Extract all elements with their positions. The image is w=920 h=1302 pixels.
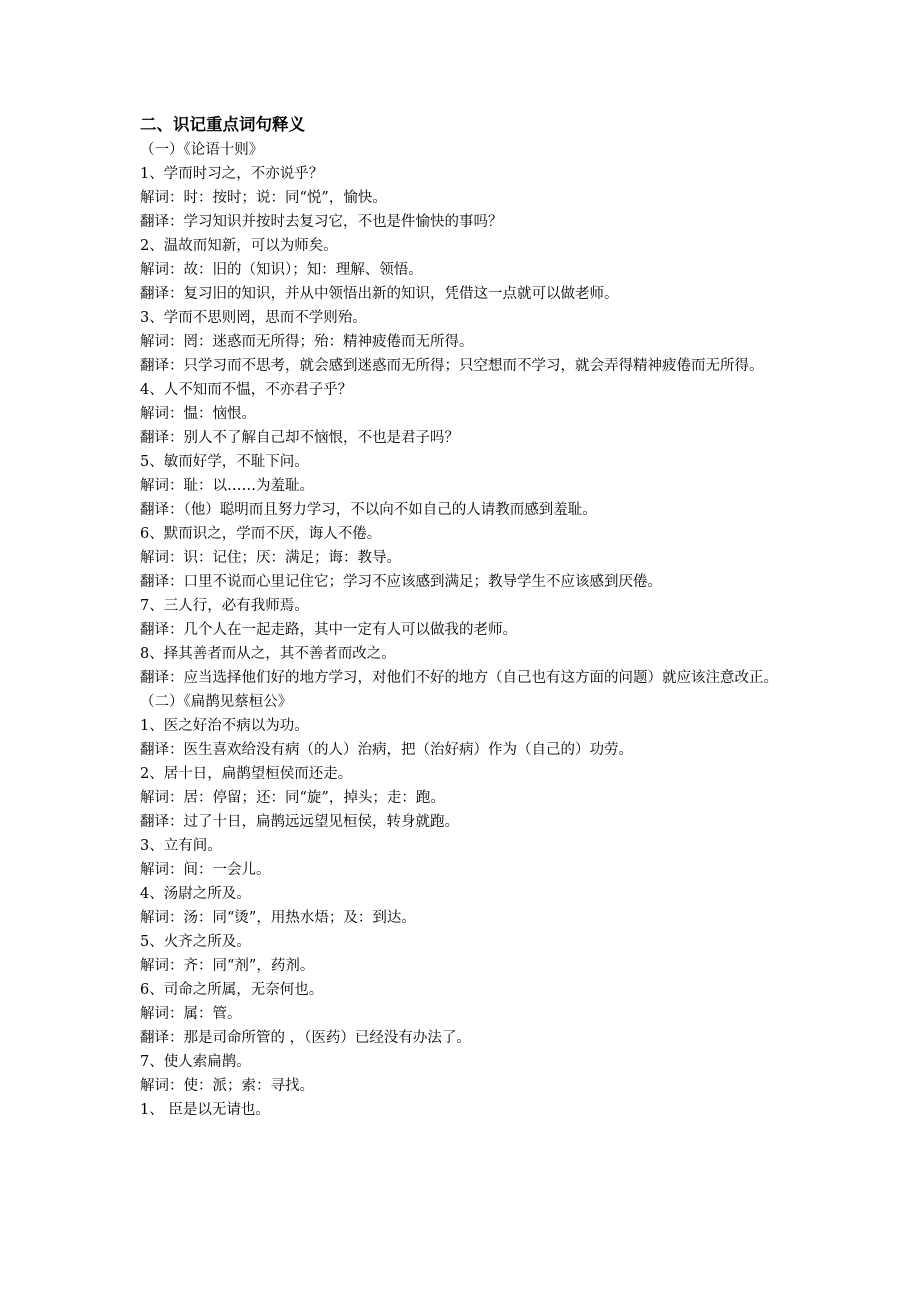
word-explanation: 解词：愠：恼恨。 xyxy=(140,406,256,422)
quote-line: 6、司命之所属，无奈何也。 xyxy=(140,982,324,998)
word-explanation: 解词：使：派；索：寻找。 xyxy=(140,1078,314,1094)
word-explanation: 解词：罔：迷惑而无所得；殆：精神疲倦而无所得。 xyxy=(140,334,474,350)
translation: 翻译：口里不说而心里记住它；学习不应该感到满足；教导学生不应该感到厌倦。 xyxy=(140,574,662,590)
quote-line: 2、温故而知新，可以为师矣。 xyxy=(140,238,338,254)
quote-line: 2、居十日，扁鹊望桓侯而还走。 xyxy=(140,766,353,782)
translation: 翻译：复习旧的知识，并从中领悟出新的知识，凭借这一点就可以做老师。 xyxy=(140,286,619,302)
translation: 翻译：那是司命所管的 ，（医药）已经没有办法了。 xyxy=(140,1030,471,1046)
word-explanation: 解词：汤：同“烫”，用热水焐；及：到达。 xyxy=(140,910,416,926)
quote-line: 3、立有间。 xyxy=(140,838,222,854)
word-explanation: 解词：居：停留；还：同“旋”，掉头；走：跑。 xyxy=(140,790,445,806)
word-explanation: 解词：间：一会儿。 xyxy=(140,862,271,878)
document-page xyxy=(140,112,788,1122)
translation: 翻译：学习知识并按时去复习它，不也是件愉快的事吗？ xyxy=(140,214,503,230)
quote-line: 7、三人行，必有我师焉。 xyxy=(140,598,309,614)
translation: 翻译：只学习而不思考，就会感到迷惑而无所得；只空想而不学习，就会弄得精神疲倦而无所得。 xyxy=(140,358,764,374)
quote-line: 8、择其善者而从之，其不善者而改之。 xyxy=(140,646,396,662)
quote-line: 4、人不知而不愠，不亦君子乎？ xyxy=(140,382,353,398)
translation: 翻译：过了十日，扁鹊远远望见桓侯，转身就跑。 xyxy=(140,814,459,830)
translation: 翻译：应当选择他们好的地方学习，对他们不好的地方（自己也有这方面的问题）就应该注意改正。 xyxy=(140,670,778,686)
quote-line: 6、默而识之，学而不厌，诲人不倦。 xyxy=(140,526,382,542)
document-title: 二、识记重点词句释义 xyxy=(140,115,305,134)
document-body xyxy=(140,138,788,1122)
word-explanation: 解词：时：按时；说：同“悦”，愉快。 xyxy=(140,190,387,206)
word-explanation: 解词：齐：同“剂”，药剂。 xyxy=(140,958,315,974)
quote-line: 7、使人索扁鹊。 xyxy=(140,1054,251,1070)
quote-line: 1、医之好治不病以为功。 xyxy=(140,718,309,734)
word-explanation: 解词：故：旧的（知识）；知：理解、领悟。 xyxy=(140,262,423,278)
translation: 翻译：医生喜欢给没有病（的人）治病，把（治好病）作为（自己的）功劳。 xyxy=(140,742,633,758)
quote-line: 3、学而不思则罔，思而不学则殆。 xyxy=(140,310,367,326)
section-heading: （二）《扁鹊见蔡桓公》 xyxy=(140,694,293,710)
quote-line: 1、 臣是以无请也。 xyxy=(140,1102,270,1118)
translation: 翻译：别人不了解自己却不恼恨，不也是君子吗？ xyxy=(140,430,459,446)
quote-line: 4、汤尉之所及。 xyxy=(140,886,251,902)
translation: 翻译：几个人在一起走路，其中一定有人可以做我的老师。 xyxy=(140,622,517,638)
quote-line: 1、学而时习之，不亦说乎？ xyxy=(140,166,324,182)
word-explanation: 解词：识：记住；厌：满足；诲：教导。 xyxy=(140,550,401,566)
section-heading: （一）《论语十则》 xyxy=(140,142,264,158)
translation: 翻译：（他）聪明而且努力学习，不以向不如自己的人请教而感到羞耻。 xyxy=(140,502,597,518)
quote-line: 5、火齐之所及。 xyxy=(140,934,251,950)
word-explanation: 解词：耻：以……为羞耻。 xyxy=(140,478,314,494)
word-explanation: 解词：属：管。 xyxy=(140,1006,242,1022)
quote-line: 5、敏而好学，不耻下问。 xyxy=(140,454,309,470)
